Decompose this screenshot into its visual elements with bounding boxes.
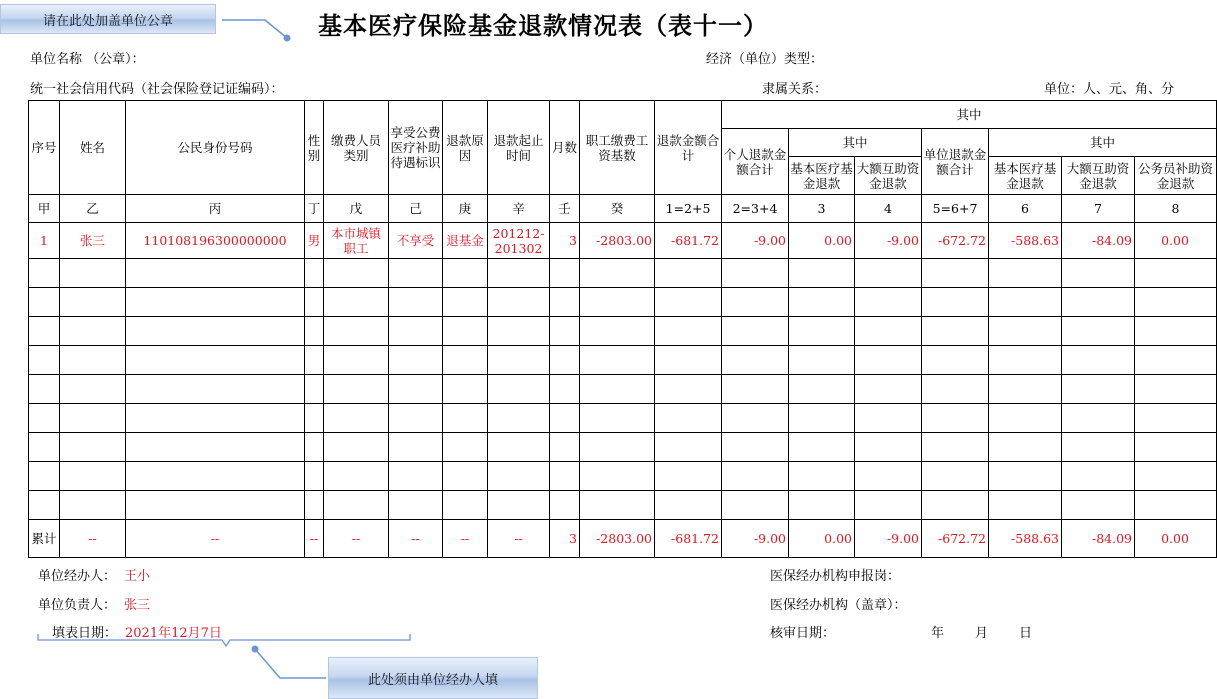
totals-dash: -- bbox=[126, 520, 305, 558]
empty-row bbox=[29, 346, 1217, 375]
code-cell: 癸 bbox=[580, 195, 655, 223]
totals-u-basic: -588.63 bbox=[989, 520, 1062, 558]
row-u-basic: -588.63 bbox=[989, 223, 1062, 259]
row-p-large: -9.00 bbox=[855, 223, 922, 259]
fill-date-field bbox=[52, 622, 222, 641]
empty-row bbox=[29, 375, 1217, 404]
credit-code-label: 统一社会信用代码（社会保险登记证编码）： bbox=[30, 82, 284, 97]
row-months: 3 bbox=[550, 223, 580, 259]
code-cell: 壬 bbox=[550, 195, 580, 223]
review-year: 年 bbox=[931, 626, 945, 641]
totals-dash: -- bbox=[443, 520, 488, 558]
col-of-which: 其中 bbox=[722, 101, 1217, 129]
row-u-large: -84.09 bbox=[1062, 223, 1135, 259]
code-cell: 庚 bbox=[443, 195, 488, 223]
col-base: 职工缴费工资基数 bbox=[580, 101, 655, 195]
code-cell: 1=2+5 bbox=[655, 195, 722, 223]
row-personal-total: -9.00 bbox=[722, 223, 789, 259]
code-cell: 辛 bbox=[488, 195, 550, 223]
row-u-civil: 0.00 bbox=[1135, 223, 1217, 259]
code-cell: 戊 bbox=[324, 195, 389, 223]
apply-post-label: 医保经办机构申报岗： bbox=[770, 569, 901, 584]
responsible-value: 张三 bbox=[124, 598, 151, 613]
totals-p-large: -9.00 bbox=[855, 520, 922, 558]
totals-dash: -- bbox=[488, 520, 550, 558]
col-u-civil: 公务员补助资金退款 bbox=[1135, 157, 1217, 195]
fill-date-value: 2021年12月7日 bbox=[125, 626, 222, 641]
totals-dash: -- bbox=[305, 520, 324, 558]
units-label: 单位：人、元、角、分 bbox=[1044, 82, 1175, 97]
handler-field bbox=[38, 565, 150, 584]
col-name: 姓名 bbox=[60, 101, 126, 195]
row-gender: 男 bbox=[305, 223, 324, 259]
totals-dash: -- bbox=[324, 520, 389, 558]
totals-p-basic: 0.00 bbox=[789, 520, 855, 558]
code-cell: 乙 bbox=[60, 195, 126, 223]
col-months: 月数 bbox=[550, 101, 580, 195]
code-cell: 8 bbox=[1135, 195, 1217, 223]
row-unit-total: -672.72 bbox=[922, 223, 989, 259]
unit-name-label: 单位名称 （公章）： bbox=[30, 52, 145, 67]
totals-dash: -- bbox=[389, 520, 443, 558]
row-id: 110108196300000000 bbox=[126, 223, 305, 259]
code-cell: 5=6+7 bbox=[922, 195, 989, 223]
col-unit-of-which: 其中 bbox=[989, 129, 1217, 157]
row-reason: 退基金 bbox=[443, 223, 488, 259]
handler-callout-text: 此处须由单位经办人填 bbox=[367, 672, 498, 688]
row-subsidy: 不享受 bbox=[389, 223, 443, 259]
col-personal-of-which: 其中 bbox=[789, 129, 922, 157]
review-date-label: 核审日期： bbox=[770, 626, 836, 641]
handler-value: 王小 bbox=[124, 569, 151, 584]
empty-row bbox=[29, 462, 1217, 491]
col-u-basic: 基本医疗基金退款 bbox=[989, 157, 1062, 195]
totals-unit-total: -672.72 bbox=[922, 520, 989, 558]
code-cell: 丙 bbox=[126, 195, 305, 223]
empty-row bbox=[29, 288, 1217, 317]
col-subsidy: 享受公费医疗补助待遇标识 bbox=[389, 101, 443, 195]
totals-personal-total: -9.00 bbox=[722, 520, 789, 558]
fill-date-label: 填表日期： bbox=[52, 626, 118, 641]
code-row bbox=[29, 195, 1217, 223]
econ-type-label: 经济（单位）类型： bbox=[706, 52, 824, 67]
col-period: 退款起止时间 bbox=[488, 101, 550, 195]
col-seq: 序号 bbox=[29, 101, 60, 195]
responsible-field bbox=[38, 594, 150, 613]
header-row-1 bbox=[29, 101, 1217, 129]
col-total: 退款金额合计 bbox=[655, 101, 722, 195]
handler-label: 单位经办人： bbox=[38, 569, 117, 584]
empty-row bbox=[29, 317, 1217, 346]
totals-u-large: -84.09 bbox=[1062, 520, 1135, 558]
code-cell: 4 bbox=[855, 195, 922, 223]
code-cell: 2=3+4 bbox=[722, 195, 789, 223]
row-category: 本市城镇职工 bbox=[324, 223, 389, 259]
row-base: -2803.00 bbox=[580, 223, 655, 259]
row-total: -681.72 bbox=[655, 223, 722, 259]
review-month: 月 bbox=[975, 626, 989, 641]
totals-label: 累计 bbox=[29, 520, 60, 558]
refund-table bbox=[28, 100, 1217, 558]
col-gender: 性别 bbox=[305, 101, 324, 195]
col-p-large: 大额互助资金退款 bbox=[855, 157, 922, 195]
affiliation-label: 隶属关系： bbox=[762, 82, 828, 97]
totals-base: -2803.00 bbox=[580, 520, 655, 558]
table-row bbox=[29, 223, 1217, 259]
col-id: 公民身份号码 bbox=[126, 101, 305, 195]
row-name: 张三 bbox=[60, 223, 126, 259]
empty-row bbox=[29, 404, 1217, 433]
responsible-label: 单位负责人： bbox=[38, 598, 117, 613]
totals-dash: -- bbox=[60, 520, 126, 558]
stamp-callout-text: 请在此处加盖单位公章 bbox=[42, 13, 173, 29]
code-cell: 3 bbox=[789, 195, 855, 223]
row-seq: 1 bbox=[29, 223, 60, 259]
empty-row bbox=[29, 491, 1217, 520]
col-reason: 退款原因 bbox=[443, 101, 488, 195]
code-cell: 7 bbox=[1062, 195, 1135, 223]
code-cell: 丁 bbox=[305, 195, 324, 223]
totals-months: 3 bbox=[550, 520, 580, 558]
empty-row bbox=[29, 259, 1217, 288]
totals-total: -681.72 bbox=[655, 520, 722, 558]
row-period: 201212-201302 bbox=[488, 223, 550, 259]
col-category: 缴费人员类别 bbox=[324, 101, 389, 195]
agency-seal-label: 医保经办机构（盖章）： bbox=[770, 598, 907, 613]
code-cell: 己 bbox=[389, 195, 443, 223]
code-cell: 甲 bbox=[29, 195, 60, 223]
row-p-basic: 0.00 bbox=[789, 223, 855, 259]
empty-row bbox=[29, 433, 1217, 462]
col-u-large: 大额互助资金退款 bbox=[1062, 157, 1135, 195]
totals-u-civil: 0.00 bbox=[1135, 520, 1217, 558]
code-cell: 6 bbox=[989, 195, 1062, 223]
review-day: 日 bbox=[1019, 626, 1033, 641]
col-personal-total: 个人退款金额合计 bbox=[722, 129, 789, 195]
col-p-basic: 基本医疗基金退款 bbox=[789, 157, 855, 195]
page-title: 基本医疗保险基金退款情况表（表十一） bbox=[318, 12, 768, 40]
col-unit-total: 单位退款金额合计 bbox=[922, 129, 989, 195]
totals-row bbox=[29, 520, 1217, 558]
